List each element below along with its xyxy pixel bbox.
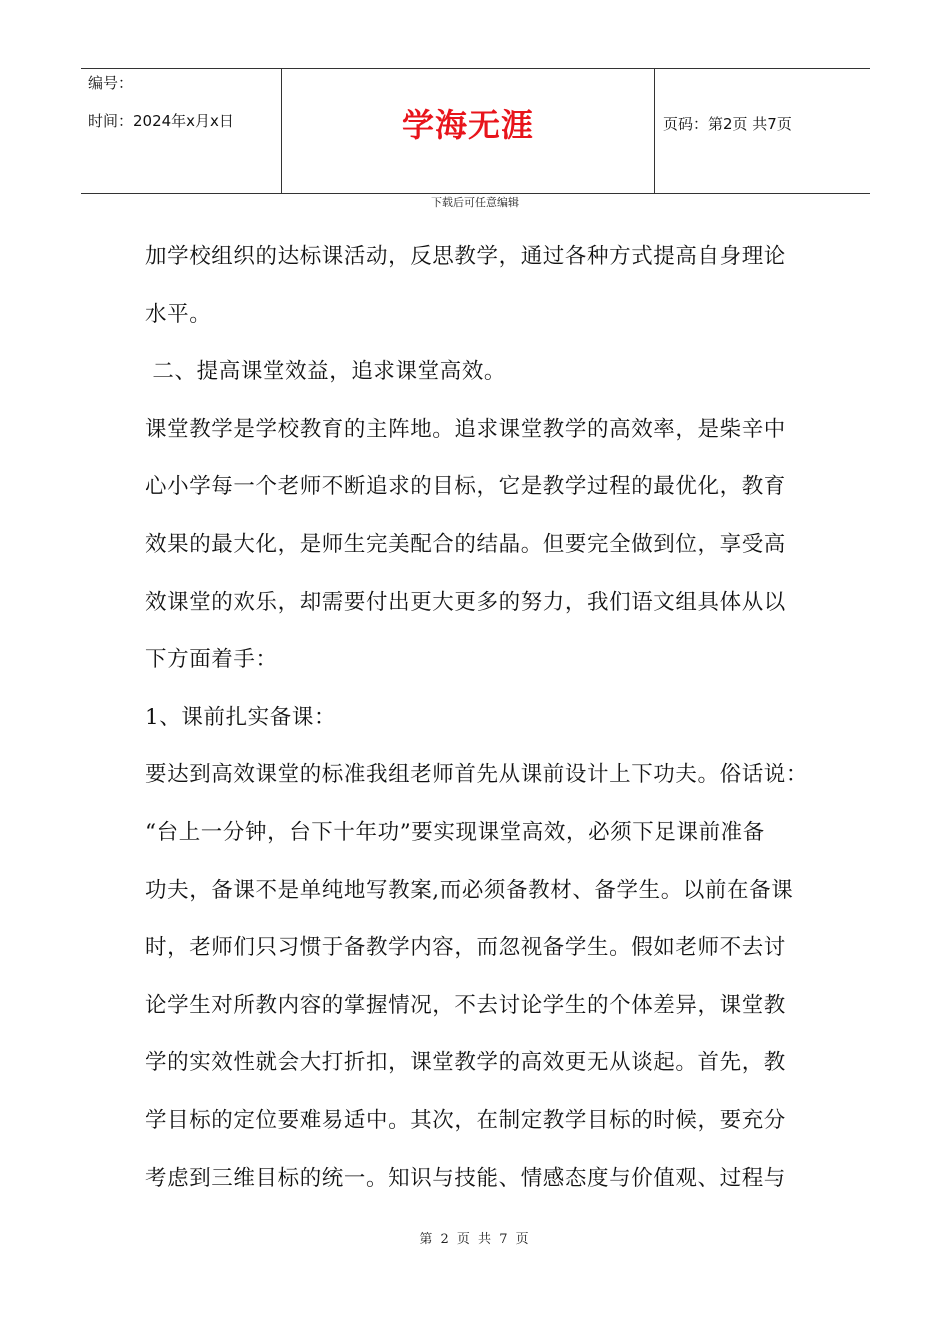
text-line: 下方面着手： xyxy=(145,647,278,673)
page-footer: 第 2 页 共 7 页 xyxy=(419,1232,531,1247)
download-note: 下载后可任意编辑 xyxy=(431,196,519,209)
text-line: 效课堂的欢乐，却需要付出更大更多的努力，我们语文组具体从以 xyxy=(145,589,786,615)
text-line: 效果的最大化，是师生完美配合的结晶。但要完全做到位，享受高 xyxy=(145,531,786,557)
page-label: 页码：第2页 共7页 xyxy=(663,115,792,133)
text-line: 水平。 xyxy=(145,301,212,327)
header-title: 学海无涯 xyxy=(401,106,534,144)
text-line: 加学校组织的达标课活动，反思教学，通过各种方式提高自身理论 xyxy=(145,244,786,269)
time-label: 时间：2024年x月x日 xyxy=(88,112,234,130)
text-line: 心小学每一个老师不断追求的目标，它是教学过程的最优化，教育 xyxy=(145,474,786,500)
body-text xyxy=(145,236,825,1215)
text-line: 论学生对所教内容的掌握情况，不去讨论学生的个体差异，课堂教 xyxy=(145,992,786,1018)
text-line: 时，老师们只习惯于备教学内容，而忽视备学生。假如老师不去讨 xyxy=(145,935,786,961)
number-label: 编号： xyxy=(88,74,134,92)
text-line: 考虑到三维目标的统一。知识与技能、情感态度与价值观、过程与 xyxy=(145,1165,786,1191)
subsection-heading: 1、课前扎实备课： xyxy=(145,704,337,730)
text-line: 学目标的定位要难易适中。其次，在制定教学目标的时候，要充分 xyxy=(145,1107,786,1133)
text-line: 功夫，备课不是单纯地写教案,而必须备教材、备学生。以前在备课 xyxy=(145,877,794,903)
text-line: 学的实效性就会大打折扣，课堂教学的高效更无从谈起。首先，教 xyxy=(145,1050,786,1076)
header-top-rule xyxy=(81,68,870,69)
text-line: 要达到高效课堂的标准我组老师首先从课前设计上下功夫。俗话说： xyxy=(145,762,809,788)
text-line: “台上一分钟，台下十年功”要实现课堂高效，必须下足课前准备 xyxy=(145,819,765,845)
text-line: 课堂教学是学校教育的主阵地。追求课堂教学的高效率，是柴辛中 xyxy=(145,416,786,442)
section-heading: 二、提高课堂效益，追求课堂高效。 xyxy=(145,359,507,385)
header-divider-right xyxy=(654,68,655,193)
